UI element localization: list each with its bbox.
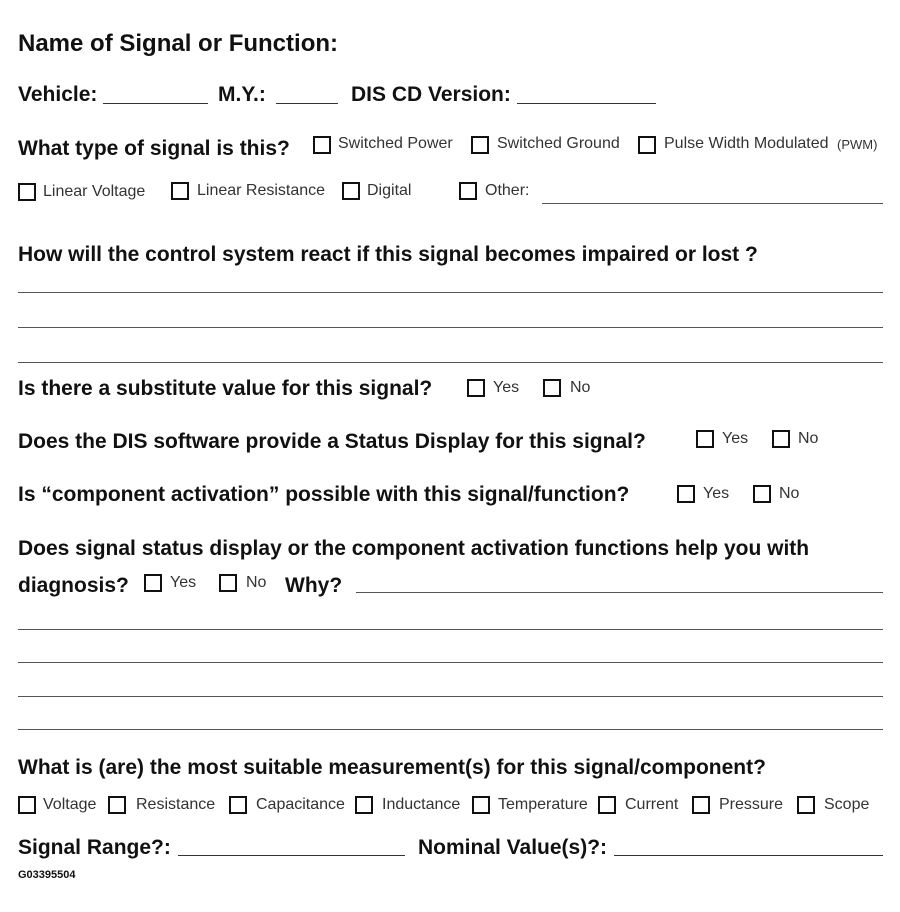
option-digital: Digital bbox=[367, 182, 412, 199]
label-no: No bbox=[246, 574, 267, 591]
answer-line[interactable] bbox=[18, 696, 883, 697]
option-switched-ground: Switched Ground bbox=[497, 135, 620, 152]
diagnosis-question: Does signal status display or the component activation functions help you with bbox=[18, 537, 810, 560]
checkbox-switched-power[interactable] bbox=[313, 136, 331, 154]
checkbox-inductance[interactable] bbox=[355, 796, 373, 814]
label-yes: Yes bbox=[703, 485, 730, 502]
diagnosis-question-cont: diagnosis? bbox=[18, 574, 129, 597]
label-yes: Yes bbox=[722, 430, 749, 447]
checkbox-resistance[interactable] bbox=[108, 796, 126, 814]
checkbox-pressure[interactable] bbox=[692, 796, 710, 814]
label-no: No bbox=[798, 430, 819, 447]
signal-range-field[interactable] bbox=[178, 855, 405, 856]
option-pressure: Pressure bbox=[719, 796, 784, 813]
answer-line[interactable] bbox=[18, 662, 883, 663]
label-yes: Yes bbox=[493, 379, 520, 396]
checkbox-temperature[interactable] bbox=[472, 796, 490, 814]
other-field[interactable] bbox=[542, 203, 883, 204]
answer-line[interactable] bbox=[18, 729, 883, 730]
checkbox-scope[interactable] bbox=[797, 796, 815, 814]
signal-range-label: Signal Range?: bbox=[18, 836, 171, 859]
option-switched-power: Switched Power bbox=[338, 135, 453, 152]
option-temperature: Temperature bbox=[498, 796, 588, 813]
checkbox-diagnosis-yes[interactable] bbox=[144, 574, 162, 592]
answer-line[interactable] bbox=[18, 629, 883, 630]
checkbox-activation-yes[interactable] bbox=[677, 485, 695, 503]
substitute-question: Is there a substitute value for this signal? bbox=[18, 377, 433, 400]
option-scope: Scope bbox=[824, 796, 870, 813]
why-label: Why? bbox=[285, 574, 343, 597]
checkbox-digital[interactable] bbox=[342, 182, 360, 200]
react-question: How will the control system react if this signal becomes impaired or lost ? bbox=[18, 243, 758, 266]
option-pwm-abbrev: (PWM) bbox=[837, 137, 878, 152]
why-field[interactable] bbox=[356, 592, 883, 593]
checkbox-voltage[interactable] bbox=[18, 796, 36, 814]
checkbox-linear-resistance[interactable] bbox=[171, 182, 189, 200]
vehicle-label: Vehicle: bbox=[18, 83, 98, 106]
option-resistance: Resistance bbox=[136, 796, 216, 813]
checkbox-diagnosis-no[interactable] bbox=[219, 574, 237, 592]
form-title: Name of Signal or Function: bbox=[18, 30, 339, 57]
checkbox-capacitance[interactable] bbox=[229, 796, 247, 814]
checkbox-pwm[interactable] bbox=[638, 136, 656, 154]
option-linear-voltage: Linear Voltage bbox=[43, 183, 146, 200]
answer-line[interactable] bbox=[18, 292, 883, 293]
option-linear-resistance: Linear Resistance bbox=[197, 182, 326, 199]
option-current: Current bbox=[625, 796, 679, 813]
measurement-question: What is (are) the most suitable measurement(s) for this signal/component? bbox=[18, 756, 766, 779]
label-yes: Yes bbox=[170, 574, 197, 591]
checkbox-other[interactable] bbox=[459, 182, 477, 200]
checkbox-substitute-no[interactable] bbox=[543, 379, 561, 397]
dis-version-field[interactable] bbox=[517, 103, 656, 104]
checkbox-status-no[interactable] bbox=[772, 430, 790, 448]
checkbox-substitute-yes[interactable] bbox=[467, 379, 485, 397]
checkbox-activation-no[interactable] bbox=[753, 485, 771, 503]
answer-line[interactable] bbox=[18, 362, 883, 363]
label-no: No bbox=[779, 485, 800, 502]
option-inductance: Inductance bbox=[382, 796, 461, 813]
nominal-value-field[interactable] bbox=[614, 855, 883, 856]
checkbox-linear-voltage[interactable] bbox=[18, 183, 36, 201]
activation-question: Is “component activation” possible with this signal/function? bbox=[18, 483, 630, 506]
status-display-question: Does the DIS software provide a Status Display for this signal? bbox=[18, 430, 646, 453]
model-year-field[interactable] bbox=[276, 103, 338, 104]
dis-version-label: DIS CD Version: bbox=[351, 83, 511, 106]
option-capacitance: Capacitance bbox=[256, 796, 345, 813]
checkbox-status-yes[interactable] bbox=[696, 430, 714, 448]
checkbox-switched-ground[interactable] bbox=[471, 136, 489, 154]
checkbox-current[interactable] bbox=[598, 796, 616, 814]
figure-code: G03395504 bbox=[18, 869, 76, 881]
model-year-label: M.Y.: bbox=[218, 83, 266, 106]
option-pwm: Pulse Width Modulated bbox=[664, 135, 829, 152]
option-other: Other: bbox=[485, 182, 530, 199]
nominal-value-label: Nominal Value(s)?: bbox=[418, 836, 608, 859]
label-no: No bbox=[570, 379, 591, 396]
option-voltage: Voltage bbox=[43, 796, 97, 813]
signal-type-question: What type of signal is this? bbox=[18, 137, 290, 160]
answer-line[interactable] bbox=[18, 327, 883, 328]
vehicle-field[interactable] bbox=[103, 103, 208, 104]
